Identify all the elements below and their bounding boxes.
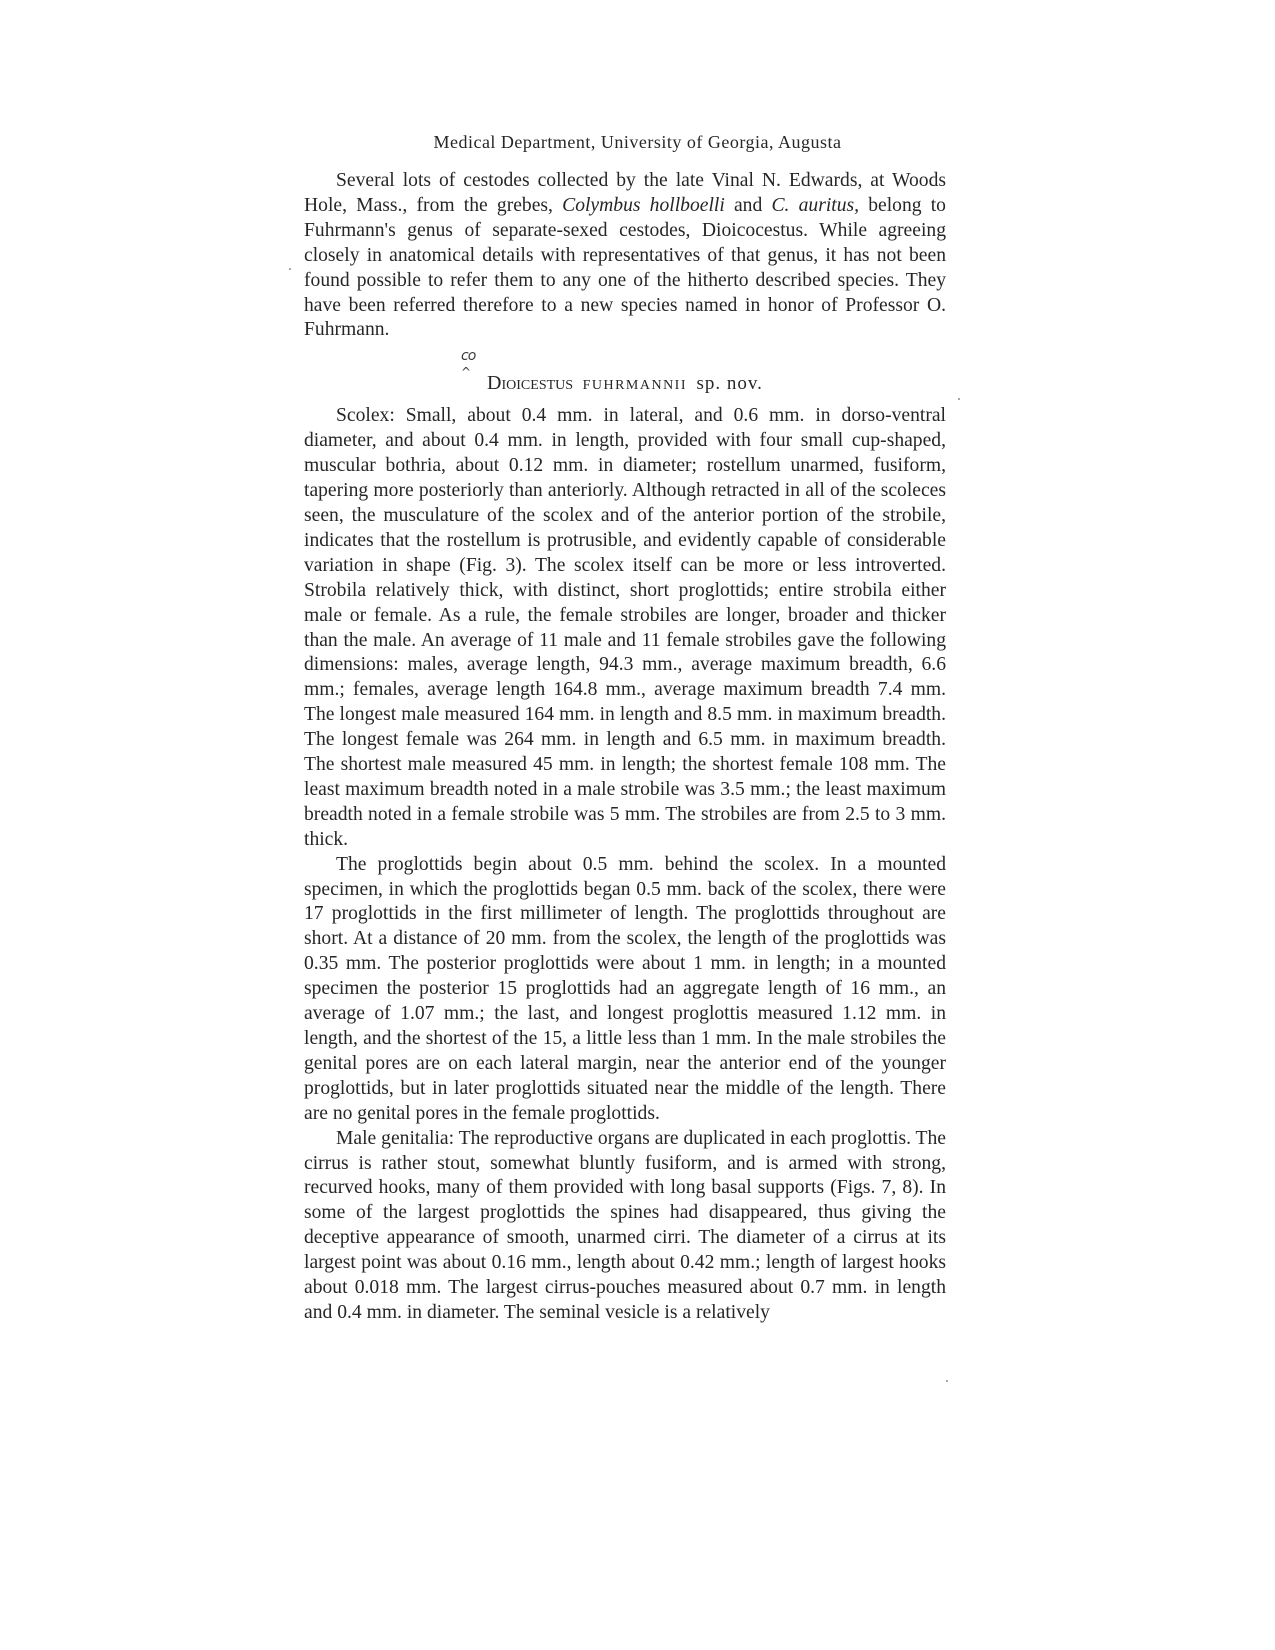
running-head: Medical Department, University of Georgia, Augusta	[433, 132, 842, 152]
intro-text-1: Several lots of cestodes collected by the late Vinal N. Edwards, at Woods Hole, Mass., from the grebes,	[304, 170, 946, 216]
scolex-paragraph: Scolex: Small, about 0.4 mm. in lateral, and 0.6 mm. in dorso-ventral diameter, and about 0.4 mm. in length, provided with four small cup-shaped, muscular bothria, about 0.12 mm. in diameter; rostellum unarmed, fusiform, tapering more posteriorly than anteriorly. Although retracted in all of the scoleces seen, the musculature of the scolex and of the anterior portion of the strobile, indicates that the rostellum is protrusible, and evidently capable of considerable variation in shape (Fig. 3). The scolex itself can be more or less introverted. Strobila relatively thick, with distinct, short proglottids; entire strobila either male or female. As a rule, the female strobiles are longer, broader and thicker than the male. An average of 11 male and 11 female strobiles gave the following dimensions: males, average length, 94.3 mm., average maximum breadth, 6.6 mm.; females, average length 164.8 mm., average maximum breadth 7.4 mm. The longest male measured 164 mm. in length and 8.5 mm. in maximum breadth. The longest female was 264 mm. in length and 6.5 mm. in maximum breadth. The shortest male measured 45 mm. in length; the shortest female 108 mm. The least maximum breadth noted in a male strobile was 3.5 mm.; the least maximum breadth noted in a female strobile was 5 mm. The strobiles are from 2.5 to 3 mm. thick.	[304, 405, 946, 850]
caret-mark: ^	[461, 365, 472, 379]
genus-initial: D	[487, 372, 502, 395]
species-epithet: fuhrmannii	[582, 372, 688, 395]
proglottids-paragraph: The proglottids begin about 0.5 mm. behind the scolex. In a mounted specimen, in which the proglottids began 0.5 mm. back of the scolex, there were 17 proglottids in the first millimeter of length. The proglottids throughout are short. At a distance of 20 mm. from the scolex, the length of the proglottids was 0.35 mm. The posterior proglottids were about 1 mm. in length; in a mounted specimen the posterior 15 proglottids had an aggregate length of 16 mm., an average of 1.07 mm.; the last, and longest proglottis measured 1.12 mm. in length, and the shortest of the 15, a little less than 1 mm. In the male strobiles the genital pores are on each lateral margin, near the anterior end of the younger proglottids, but in later proglottids situated near the middle of the length. There are no genital pores in the female proglottids.	[304, 853, 946, 1124]
scan-speck	[946, 1380, 948, 1382]
male-genitalia-paragraph: Male genitalia: The reproductive organs are duplicated in each proglottis. The cirrus is rather stout, somewhat bluntly fusiform, and is armed with strong, recurved hooks, many of them provided with long basal supports (Figs. 7, 8). In some of the largest proglottids the spines had disappeared, thus giving the deceptive appearance of smooth, unarmed cirri. The diameter of a cirrus at its largest point was about 0.16 mm., length about 0.42 mm.; length of largest hooks about 0.018 mm. The largest cirrus-pouches measured about 0.7 mm. in length and 0.4 mm. in diameter. The seminal vesicle is a relatively	[304, 1127, 946, 1323]
handwritten-annotation: co	[461, 348, 476, 364]
genus-rest: ioicestus	[501, 372, 574, 395]
scan-speck	[958, 398, 960, 400]
species-name-2: C. auritus,	[771, 194, 860, 216]
intro-paragraph	[304, 169, 946, 343]
intro-text-3: belong to Fuhrmann's genus of separate-sexed cestodes, Dioicocestus. While agreeing closely in anatomical details with representatives of that genus, it has not been found possible to refer them to any one of the hitherto described species. They have been referred therefore to a new species named in honor of Professor O. Fuhrmann.	[304, 194, 946, 341]
species-name-1: Colymbus hollboelli	[562, 194, 725, 216]
intro-text-2: and	[724, 194, 772, 216]
species-suffix: sp. nov.	[696, 373, 763, 395]
scan-speck	[289, 268, 291, 270]
species-heading	[304, 357, 946, 396]
text-column	[304, 169, 946, 1326]
